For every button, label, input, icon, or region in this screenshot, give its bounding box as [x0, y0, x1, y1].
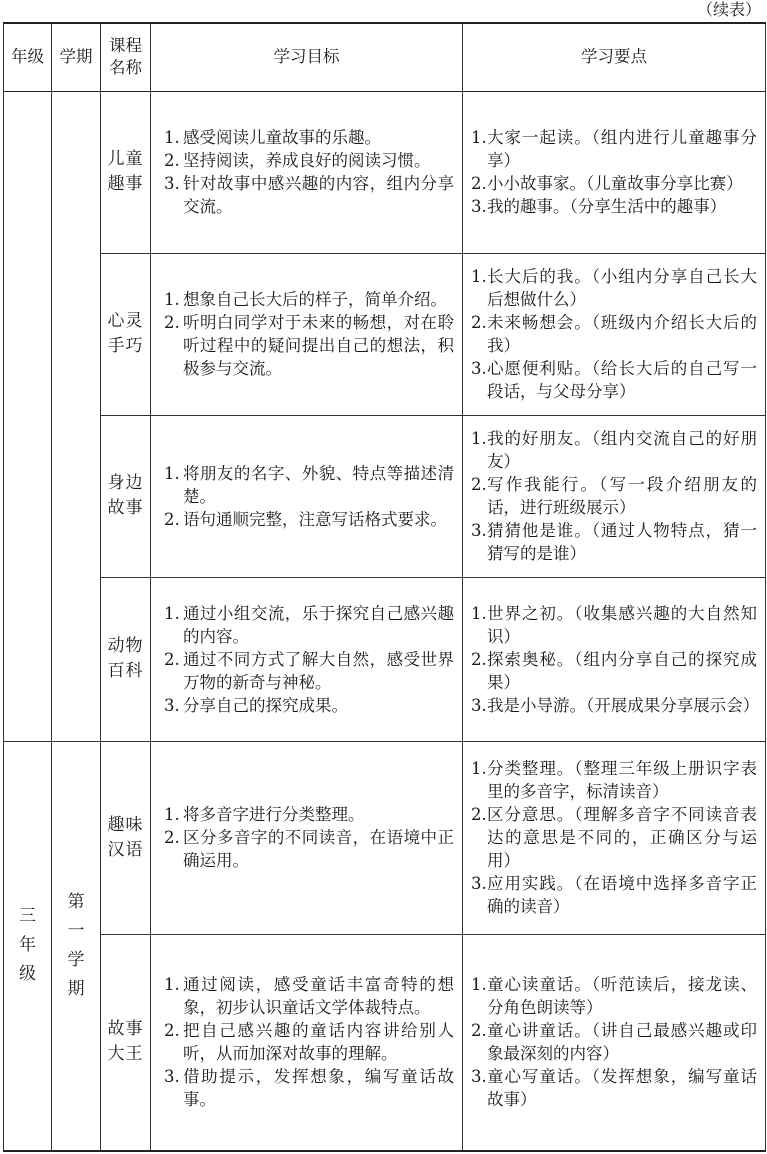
table-row: [4, 415, 766, 577]
item-text: 猜猜他是谁。（通过人物特点，猜一猜写的是谁）: [487, 521, 757, 563]
header-term: 学期: [52, 23, 101, 91]
item-number: 2.: [164, 1021, 180, 1041]
goal-item: [155, 508, 454, 531]
goal-item: [155, 826, 454, 872]
item-text: 语句通顺完整，注意写话格式要求。: [183, 509, 447, 529]
point-item: [463, 1065, 757, 1111]
course-name: [101, 934, 151, 1151]
item-number: 2.: [471, 1021, 487, 1041]
course-name: [101, 91, 151, 253]
item-number: 1.: [471, 429, 487, 448]
point-item: [463, 427, 757, 473]
course-name-line: 大王: [107, 1044, 144, 1065]
term-char: 第: [67, 891, 85, 912]
item-text: 借助提示，发挥想象，编写童话故事。: [183, 1067, 454, 1110]
item-number: 3.: [164, 174, 180, 193]
header-goals: 学习目标: [151, 23, 463, 91]
point-item: [463, 473, 757, 519]
item-text: 探索奥秘。（组内分享自己的探究成果）: [487, 649, 757, 692]
grade-char: 年: [19, 935, 36, 956]
course-name-line: 故事: [107, 498, 144, 518]
item-number: 1.: [164, 805, 180, 824]
goals-cell: [151, 253, 463, 415]
header-row: [4, 23, 766, 91]
grade-cell: [4, 741, 52, 1151]
goal-item: [155, 1019, 454, 1065]
item-text: 未来畅想会。（班级内介绍长大后的我）: [487, 313, 757, 355]
goal-item: [155, 288, 454, 311]
item-text: 世界之初。（收集感兴趣的大自然知识）: [487, 603, 757, 646]
goals-cell: [151, 415, 463, 577]
item-number: 2.: [164, 828, 180, 847]
item-number: 1.: [164, 463, 180, 483]
item-text: 应用实践。（在语境中选择多音字正确的读音）: [487, 874, 757, 916]
item-text: 区分意思。（理解多音字不同读音表达的意思是不同的，正确区分与运用）: [487, 805, 757, 870]
item-text: 大家一起读。（组内进行儿童趣事分享）: [487, 128, 757, 170]
goal-item: [155, 694, 454, 717]
points-cell: [463, 415, 766, 577]
item-number: 3.: [164, 1067, 180, 1087]
item-text: 我是小导游。（开展成果分享展示会）: [487, 695, 760, 715]
course-name-line: 身边: [107, 473, 144, 493]
item-text: 将多音字进行分类整理。: [183, 805, 365, 824]
item-text: 听明白同学对于未来的畅想，对在聆听过程中的疑问提出自己的想法，积极参与交流。: [183, 313, 454, 378]
item-text: 感受阅读儿童故事的乐趣。: [183, 128, 381, 147]
points-cell: [463, 91, 766, 253]
item-number: 3.: [471, 1067, 487, 1087]
item-number: 2.: [164, 649, 180, 669]
goal-item: [155, 803, 454, 826]
goals-cell: [151, 741, 463, 934]
course-name-line: 故事: [107, 1019, 144, 1040]
item-number: 1.: [164, 128, 180, 147]
item-number: 2.: [164, 151, 180, 170]
course-name-line: 心灵: [107, 311, 144, 331]
item-number: 1.: [471, 603, 487, 623]
points-cell: [463, 741, 766, 934]
item-number: 3.: [471, 874, 487, 893]
item-number: 1.: [471, 759, 487, 778]
course-name-line: 儿童: [107, 149, 144, 169]
point-item: [463, 1019, 757, 1065]
item-text: 针对故事中感兴趣的内容，组内分享交流。: [183, 174, 454, 216]
goal-item: [155, 973, 454, 1019]
goals-cell: [151, 91, 463, 253]
item-number: 1.: [471, 128, 487, 147]
item-text: 把自己感兴趣的童话内容讲给别人听，从而加深对故事的理解。: [183, 1021, 454, 1064]
item-text: 童心读童话。（听范读后，接龙读、分角色朗读等）: [487, 975, 757, 1018]
point-item: [463, 973, 757, 1019]
course-name-line: 趣味: [107, 814, 144, 835]
item-text: 通过不同方式了解大自然，感受世界万物的新奇与神秘。: [183, 649, 454, 692]
point-item: [463, 311, 757, 357]
curriculum-table: [3, 22, 766, 1152]
point-item: [463, 757, 757, 803]
table-row: [4, 741, 766, 934]
item-number: 3.: [471, 695, 487, 715]
term-cell: [52, 741, 101, 1151]
goal-item: [155, 1065, 454, 1111]
goal-item: [155, 172, 454, 218]
table-row: [4, 253, 766, 415]
item-number: 2.: [164, 313, 180, 332]
item-text: 心愿便利贴。（给长大后的自己写一段话，与父母分享）: [487, 359, 757, 401]
point-item: [463, 265, 757, 311]
point-item: [463, 519, 757, 565]
item-text: 分类整理。（整理三年级上册识字表里的多音字，标清读音）: [487, 759, 757, 801]
course-name-line: 动物: [107, 636, 144, 656]
table-row: [4, 91, 766, 253]
header-grade: 年级: [4, 23, 52, 91]
goal-item: [155, 149, 454, 172]
item-text: 通过阅读，感受童话丰富奇特的想象，初步认识童话文学体裁特点。: [183, 975, 454, 1018]
goals-cell: [151, 577, 463, 741]
table-row: [4, 577, 766, 741]
header-course-line1: 课程: [109, 36, 142, 56]
point-item: [463, 602, 757, 648]
term-cell-empty: [52, 91, 101, 741]
item-number: 2.: [471, 805, 487, 824]
course-name-line: 趣事: [107, 174, 144, 194]
item-number: 1.: [471, 267, 487, 286]
item-text: 想象自己长大后的样子，简单介绍。: [183, 290, 447, 309]
item-text: 童心讲童话。（讲自己最感兴趣或印象最深刻的内容）: [487, 1021, 757, 1064]
term-char: 期: [67, 978, 85, 999]
item-number: 3.: [471, 521, 487, 540]
course-name: [101, 253, 151, 415]
point-item: [463, 357, 757, 403]
points-cell: [463, 934, 766, 1151]
point-item: [463, 126, 757, 172]
item-text: 将朋友的名字、外貌、特点等描述清楚。: [183, 463, 454, 506]
table-row: [4, 934, 766, 1151]
item-number: 2.: [471, 475, 487, 494]
item-text: 小小故事家。（儿童故事分享比赛）: [487, 174, 743, 193]
header-course-line2: 名称: [109, 58, 142, 78]
course-name-line: 手巧: [107, 336, 144, 356]
point-item: [463, 172, 757, 195]
course-name-line: 百科: [107, 661, 144, 681]
item-text: 我的趣事。（分享生活中的趣事）: [487, 197, 727, 216]
point-item: [463, 648, 757, 694]
goals-cell: [151, 934, 463, 1151]
item-number: 1.: [471, 975, 487, 995]
course-name: [101, 577, 151, 741]
course-name: [101, 741, 151, 934]
header-course: [101, 23, 151, 91]
item-text: 坚持阅读，养成良好的阅读习惯。: [183, 151, 431, 170]
item-number: 1.: [164, 290, 180, 309]
goal-item: [155, 602, 454, 648]
goal-item: [155, 648, 454, 694]
item-text: 写作我能行。（写一段介绍朋友的话，进行班级展示）: [487, 475, 757, 517]
item-number: 3.: [471, 359, 487, 378]
points-cell: [463, 253, 766, 415]
grade-cell-empty: [4, 91, 52, 741]
point-item: [463, 694, 760, 717]
term-char: 学: [67, 949, 85, 970]
term-char: 一: [67, 920, 85, 941]
course-name-line: 汉语: [107, 839, 144, 860]
course-name: [101, 415, 151, 577]
item-number: 2.: [164, 509, 180, 529]
point-item: [463, 872, 757, 918]
point-item: [463, 195, 757, 218]
item-number: 2.: [471, 313, 487, 332]
goal-item: [155, 126, 454, 149]
item-text: 通过小组交流，乐于探究自己感兴趣的内容。: [183, 603, 454, 646]
item-text: 我的好朋友。（组内交流自己的好朋友）: [487, 429, 757, 471]
goal-item: [155, 311, 454, 380]
point-item: [463, 803, 757, 872]
continued-label: （续表）: [696, 0, 761, 19]
goal-item: [155, 462, 454, 508]
header-points: 学习要点: [463, 23, 766, 91]
item-number: 2.: [471, 649, 487, 669]
item-number: 1.: [164, 975, 180, 995]
item-number: 3.: [164, 695, 180, 715]
item-number: 1.: [164, 603, 180, 623]
item-text: 童心写童话。（发挥想象，编写童话故事）: [487, 1067, 757, 1110]
grade-char: 级: [19, 964, 36, 985]
item-number: 2.: [471, 174, 487, 193]
item-text: 长大后的我。（小组内分享自己长大后想做什么）: [487, 267, 757, 309]
grade-char: 三: [19, 906, 36, 927]
item-text: 区分多音字的不同读音，在语境中正确运用。: [183, 828, 454, 870]
points-cell: [463, 577, 766, 741]
item-text: 分享自己的探究成果。: [183, 695, 348, 715]
item-number: 3.: [471, 197, 487, 216]
